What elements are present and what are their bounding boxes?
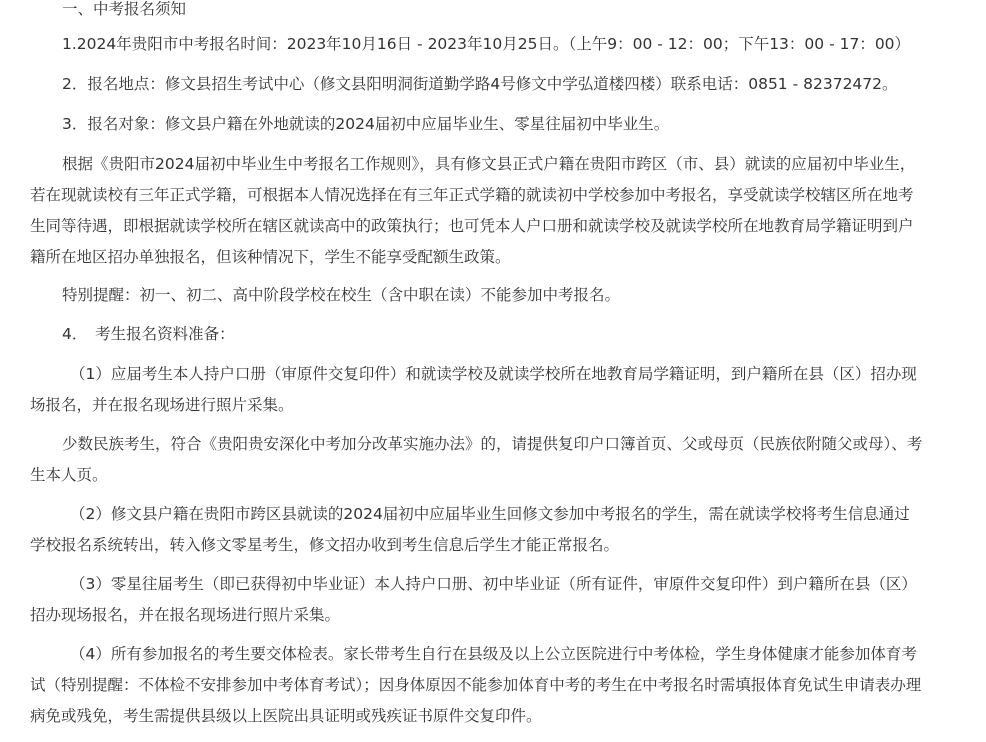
materials-item-1: （1）应届考生本人持户口册（审原件交复印件）和就读学校及就读学校所在地教育局学籍证明，到户籍所在县（区）招办现场报名，并在报名现场进行照片采集。	[30, 365, 917, 414]
materials-heading: 4． 考生报名资料准备：	[62, 325, 235, 343]
registration-rule: 根据《贵阳市2024届初中毕业生中考报名工作规则》，具有修文县正式户籍在贵阳市跨区（市、县）就读的应届初中毕业生，若在现就读校有三年正式学籍，可根据本人情况选择在有三年正式学籍的就读初中学校参加中考报名，享受就读学校辖区所在地考生同等待遇，即根据就读学校所在辖区就读高中的政策执行；也可凭本人户口册和就读学校及就读学校所在地教育局学籍证明到户籍所在地区招办单独报名，但该种情况下，学生不能享受配额生政策。	[30, 155, 916, 266]
materials-item-4: （4）所有参加报名的考生要交体检表。家长带考生自行在县级及以上公立医院进行中考体检，学生身体健康才能参加体育考试（特别提醒：不体检不安排参加中考体育考试）；因身体原因不能参加体育中考的考生在中考报名时需填报体育免试生申请表办理病免或残免，考生需提供县级以上医院出具证明或残疾证书原件交复印件。	[30, 645, 922, 725]
section-heading: 一、中考报名须知	[62, 0, 187, 18]
minority-note: 少数民族考生，符合《贵阳贵安深化中考加分改革实施办法》的，请提供复印户口簿首页、父或母页（民族依附随父或母）、考生本人页。	[30, 435, 923, 484]
materials-item-3: （3）零星往届考生（即已获得初中毕业证）本人持户口册、初中毕业证（所有证件，审原件交复印件）到户籍所在县（区）招办现场报名，并在报名现场进行照片采集。	[30, 575, 917, 624]
special-reminder: 特别提醒：初一、初二、高中阶段学校在校生（含中职在读）不能参加中考报名。	[62, 286, 621, 304]
registration-target: 3．报名对象：修文县户籍在外地就读的2024届初中应届毕业生、零星往届初中毕业生。	[62, 115, 670, 133]
registration-time: 1.2024年贵阳市中考报名时间：2023年10月16日 - 2023年10月25日。（上午9：00 - 12：00；下午13：00 - 17：00）	[62, 35, 911, 53]
registration-place: 2．报名地点：修文县招生考试中心（修文县阳明洞街道勤学路4号修文中学弘道楼四楼）联系电话：0851 - 82372472。	[62, 75, 898, 93]
materials-item-2: （2）修文县户籍在贵阳市跨区县就读的2024届初中应届毕业生回修文参加中考报名的学生，需在就读学校将考生信息通过学校报名系统转出，转入修文零星考生，修文招办收到考生信息后学生才能正常报名。	[30, 505, 910, 554]
